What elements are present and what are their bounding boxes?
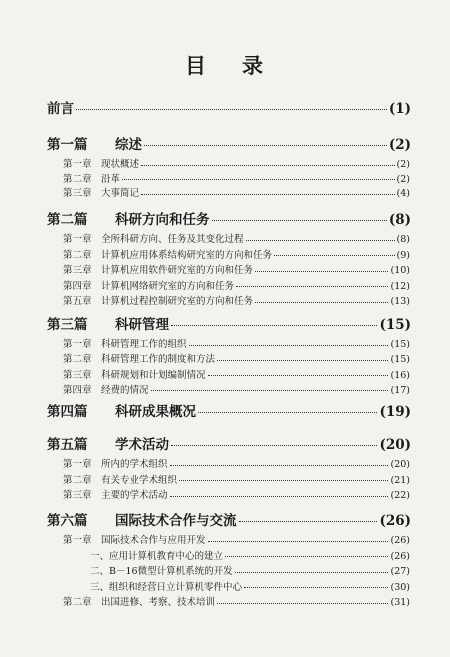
leader-dots — [151, 390, 389, 391]
entry-title: 综述 — [115, 137, 142, 153]
leader-dots — [239, 521, 378, 522]
entry-title: 全所科研方向、任务及其变化过程 — [101, 234, 244, 245]
entry-title: 沿革 — [101, 173, 121, 185]
entry-label — [63, 262, 253, 276]
toc-entry-part[interactable] — [0, 400, 450, 420]
leader-dots — [208, 541, 389, 542]
entry-label — [63, 487, 168, 501]
page-title — [0, 50, 450, 80]
entry-label — [90, 548, 223, 562]
toc-entry-part[interactable] — [0, 433, 450, 453]
toc-entry-chapter[interactable] — [0, 594, 450, 608]
entry-title: 学术活动 — [115, 437, 169, 453]
entry-label — [47, 400, 196, 420]
entry-page: (30) — [390, 581, 410, 593]
leader-dots — [255, 271, 388, 272]
entry-page: (22) — [390, 490, 410, 501]
leader-dots — [274, 255, 395, 256]
entry-label — [90, 563, 233, 577]
leader-dots — [217, 603, 388, 604]
entry-page: (2) — [388, 137, 411, 153]
entry-label — [90, 579, 242, 593]
entry-number: 第二篇 — [47, 212, 88, 228]
toc-entry-chapter[interactable] — [0, 382, 450, 396]
entry-page: (15) — [390, 354, 410, 366]
entry-title: 现状概述 — [101, 159, 140, 170]
entry-label — [63, 456, 168, 470]
entry-title: 计算机网络研究室的方向和任务 — [101, 280, 235, 292]
entry-number: 第三章 — [63, 490, 92, 501]
entry-number: 第一篇 — [47, 137, 88, 153]
entry-number: 第五篇 — [47, 437, 88, 453]
entry-title: 科研规划和计划编制情况 — [101, 369, 206, 381]
leader-dots — [236, 286, 388, 287]
entry-label — [63, 336, 187, 350]
entry-title: 计算机过程控制研究室的方向和任务 — [101, 296, 254, 307]
entry-number: 第一章 — [63, 234, 92, 245]
toc-entry-section[interactable] — [0, 579, 450, 593]
entry-page: (20) — [379, 437, 411, 453]
entry-number: 第三章 — [63, 369, 92, 381]
leader-dots — [141, 165, 395, 166]
leader-dots — [198, 412, 377, 413]
leader-dots — [212, 220, 387, 221]
entry-number: 第二章 — [63, 173, 92, 185]
entry-label — [47, 133, 142, 153]
entry-label — [63, 594, 215, 608]
leader-dots — [179, 480, 388, 481]
toc-entry-chapter[interactable] — [0, 456, 450, 470]
leader-dots — [144, 145, 387, 146]
entry-label — [47, 433, 169, 453]
entry-number: 第一章 — [63, 459, 92, 470]
title-char-2: 录 — [242, 53, 265, 78]
toc-entry-part[interactable] — [0, 509, 450, 529]
toc-entry-chapter[interactable] — [0, 278, 450, 292]
entry-number: 第六篇 — [47, 513, 88, 529]
entry-page: (26) — [390, 550, 410, 562]
entry-title: 出国进修、考察、技术培训 — [101, 597, 216, 608]
toc-entry-chapter[interactable] — [0, 367, 450, 381]
entry-number: 第一章 — [63, 159, 92, 170]
entry-label — [47, 208, 210, 228]
entry-title: 科研管理工作的组织 — [101, 339, 187, 350]
leader-dots — [235, 572, 389, 573]
entry-page: (8) — [396, 234, 410, 245]
entry-number: 第三章 — [63, 188, 92, 199]
entry-label — [47, 509, 237, 529]
entry-number: 第四章 — [63, 280, 92, 292]
toc-entry-part[interactable] — [0, 133, 450, 153]
entry-title: 科研管理 — [115, 317, 169, 333]
entry-page: (1) — [388, 101, 411, 117]
leader-dots — [255, 302, 388, 303]
entry-title: 主要的学术活动 — [101, 490, 168, 501]
entry-number: 第四章 — [63, 384, 92, 396]
entry-page: (16) — [390, 369, 410, 381]
entry-number: 第五章 — [63, 296, 92, 307]
toc-entry-chapter[interactable] — [0, 351, 450, 365]
toc-entry-chapter[interactable] — [0, 262, 450, 276]
entry-page: (13) — [390, 296, 410, 307]
entry-page: (15) — [390, 339, 410, 350]
entry-number: 第一章 — [63, 535, 92, 546]
leader-dots — [189, 345, 389, 346]
entry-label — [63, 231, 244, 245]
toc-entry-section[interactable] — [0, 563, 450, 577]
entry-title: 计算机应用软件研究室的方向和任务 — [101, 265, 254, 276]
leader-dots — [208, 375, 389, 376]
leader-dots — [76, 109, 387, 110]
entry-page: (27) — [390, 566, 410, 577]
entry-number: 第二章 — [63, 474, 92, 486]
leader-dots — [244, 587, 388, 588]
entry-label — [63, 293, 253, 307]
title-char-1: 目 — [185, 53, 208, 78]
entry-number: 第二章 — [63, 597, 92, 608]
entry-number: 第二章 — [63, 249, 92, 261]
entry-number: 第三篇 — [47, 317, 88, 333]
entry-label — [63, 185, 139, 199]
entry-title: 三、组织和经营日立计算机零件中心 — [90, 581, 243, 593]
entry-title: 经费的情况 — [101, 384, 149, 396]
toc-entry-section[interactable] — [0, 548, 450, 562]
entry-label — [63, 171, 120, 185]
entry-number: 第二章 — [63, 354, 92, 366]
entry-page: (19) — [379, 404, 411, 420]
leader-dots — [141, 194, 395, 195]
entry-title: 科研方向和任务 — [115, 212, 210, 228]
entry-page: (10) — [390, 265, 410, 276]
leader-dots — [170, 496, 389, 497]
entry-label — [63, 382, 149, 396]
toc-entry-chapter[interactable] — [0, 156, 450, 170]
entry-label — [63, 156, 139, 170]
entry-title: 国际技术合作与应用开发 — [101, 535, 206, 546]
entry-page: (26) — [379, 513, 411, 529]
toc-entry-chapter[interactable] — [0, 247, 450, 261]
entry-page: (26) — [390, 535, 410, 546]
entry-label: 前言 — [47, 101, 74, 117]
toc-entry-chapter[interactable] — [0, 185, 450, 199]
toc-entry-preface[interactable] — [0, 97, 450, 117]
entry-number: 第四篇 — [47, 404, 88, 420]
toc-entry-chapter[interactable] — [0, 487, 450, 501]
entry-page: (15) — [379, 317, 411, 333]
entry-page: (31) — [390, 597, 410, 608]
entry-label — [63, 532, 206, 546]
entry-title: 大事简记 — [101, 188, 140, 199]
toc-entry-chapter[interactable] — [0, 336, 450, 350]
entry-label — [47, 313, 169, 333]
leader-dots — [122, 179, 395, 180]
toc-entry-part[interactable] — [0, 208, 450, 228]
entry-page: (2) — [396, 159, 410, 170]
entry-label — [63, 278, 234, 292]
entry-page: (9) — [396, 249, 410, 261]
entry-page: (20) — [390, 459, 410, 470]
entry-title: 所内的学术组织 — [101, 459, 168, 470]
entry-page: (4) — [396, 188, 410, 199]
entry-page: (2) — [396, 173, 410, 185]
entry-page: (8) — [388, 212, 411, 228]
entry-title: 科研成果概况 — [115, 404, 196, 420]
entry-number: 第一章 — [63, 339, 92, 350]
entry-page: (21) — [390, 474, 410, 486]
entry-number: 第三章 — [63, 265, 92, 276]
entry-page: (17) — [390, 384, 410, 396]
toc-entry-chapter[interactable] — [0, 293, 450, 307]
leader-dots — [246, 240, 395, 241]
toc-entry-chapter[interactable] — [0, 231, 450, 245]
toc-entry-chapter[interactable] — [0, 472, 450, 486]
leader-dots — [217, 360, 388, 361]
toc-entry-chapter[interactable] — [0, 532, 450, 546]
toc-entry-chapter[interactable] — [0, 171, 450, 185]
leader-dots — [171, 325, 377, 326]
entry-title: 计算机应用体系结构研究室的方向和任务 — [101, 249, 273, 261]
entry-title: 一、应用计算机教育中心的建立 — [90, 550, 224, 562]
leader-dots — [225, 556, 388, 557]
entry-label — [63, 247, 272, 261]
entry-label — [63, 351, 215, 365]
entry-title: 有关专业学术组织 — [101, 474, 178, 486]
entry-page: (12) — [390, 280, 410, 292]
entry-title: 国际技术合作与交流 — [115, 513, 237, 529]
entry-title: 二、B－16微型计算机系统的开发 — [90, 566, 233, 577]
toc-entry-part[interactable] — [0, 313, 450, 333]
entry-title: 科研管理工作的制度和方法 — [101, 354, 216, 366]
leader-dots — [171, 445, 377, 446]
leader-dots — [170, 465, 389, 466]
entry-label — [63, 367, 206, 381]
entry-label — [63, 472, 177, 486]
